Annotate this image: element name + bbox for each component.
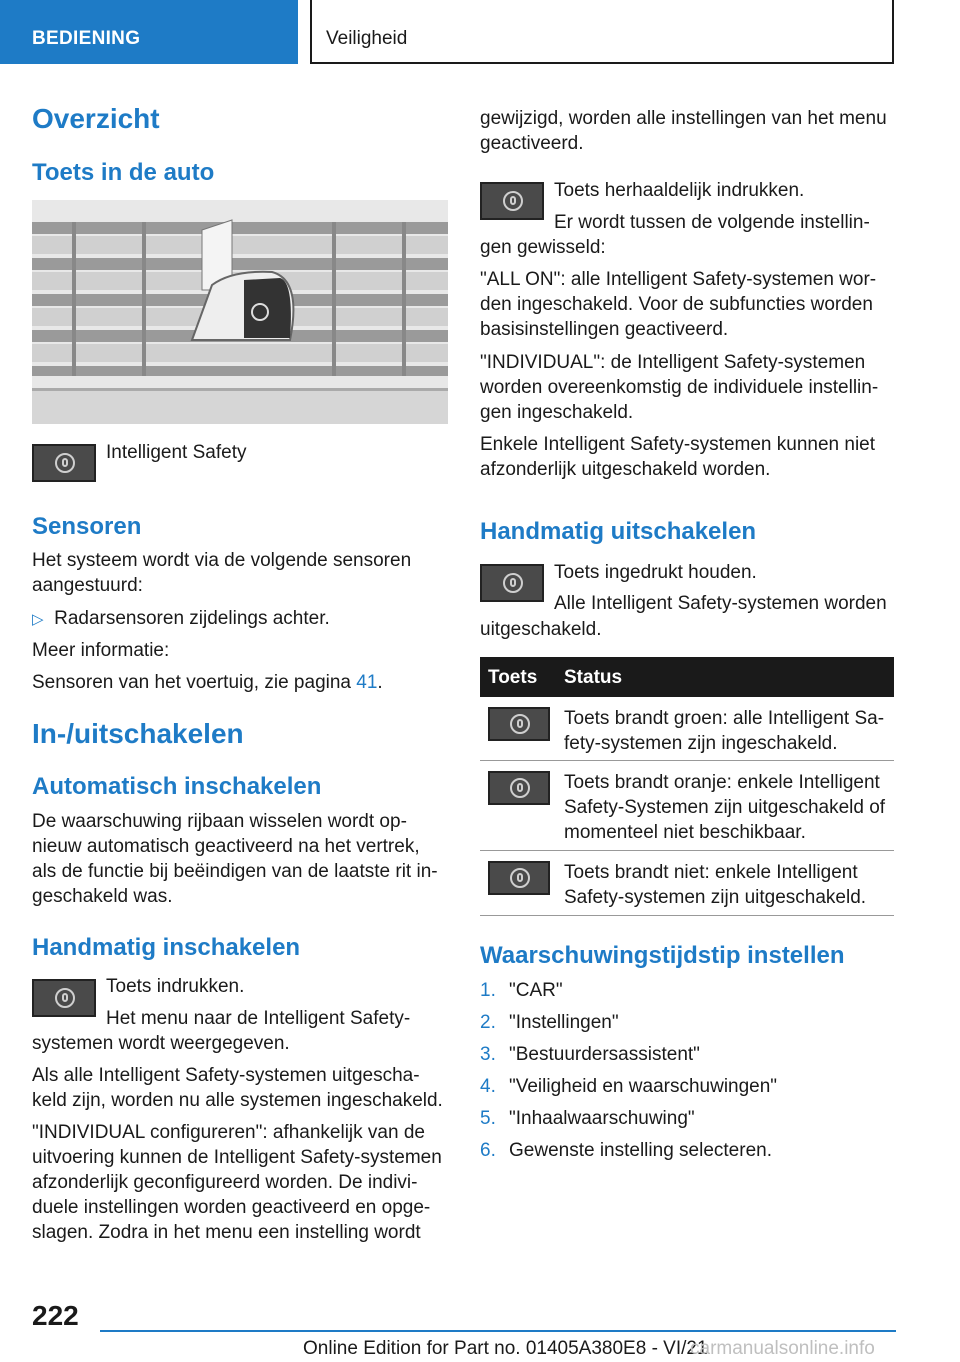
heading-handmatig-in: Handmatig inschakelen (32, 934, 301, 961)
column-header-status: Status (564, 667, 623, 688)
table-row-2-line-1: Toets brandt oranje: enkele Intelligent (564, 772, 880, 793)
hand-line-2: Het menu naar de Intelligent Safety- (106, 1008, 411, 1029)
reference-text: Sensoren van het voertuig, zie pagina (32, 672, 357, 693)
orange-toets-icon (488, 771, 550, 805)
individual-text-3: gen ingeschakeld. (480, 402, 634, 423)
indiv-text-2: uitvoering kunnen de Intelligent Safety-systemen (32, 1147, 442, 1168)
uit-line-3: uitgeschakeld. (480, 619, 602, 640)
individual-text-2: worden overeenkomstig de individuele instellin- (480, 377, 879, 398)
page-title: Overzicht (32, 103, 160, 134)
indiv-text-4: duele instellingen worden geactiveerd en opge- (32, 1197, 431, 1218)
table-row-3-line-1: Toets brandt niet: enkele Intelligent (564, 862, 858, 883)
list-item (480, 1010, 619, 1035)
step-text: "Inhaalwaarschuwing" (509, 1108, 695, 1129)
indiv-text-5: slagen. Zodra in het menu een instelling wordt (32, 1222, 421, 1243)
hand-line-3: systemen wordt weergegeven. (32, 1033, 290, 1054)
heading-handmatig-uit: Handmatig uitschakelen (480, 518, 757, 545)
bullet-item (32, 606, 330, 632)
auto-text-3: als de functie bij beëindigen van de laatste rit in- (32, 861, 438, 882)
table-row-3-line-2: Safety-systemen zijn uitgeschakeld. (564, 887, 867, 908)
bullet-text: Radarsensoren zijdelings achter. (54, 608, 330, 629)
enkele-text-1: Enkele Intelligent Safety-systemen kunnen niet (480, 434, 876, 455)
step-number: 3. (480, 1044, 496, 1065)
auto-text-1: De waarschuwing rijbaan wisselen wordt op- (32, 811, 407, 832)
cont-text-1: gewijzigd, worden alle instellingen van het menu (480, 108, 887, 129)
hand-line-1: Toets indrukken. (106, 976, 245, 997)
heading-waarschuwingstijdstip: Waarschuwingstijdstip instellen (480, 942, 845, 969)
step-number: 5. (480, 1108, 496, 1129)
section-label: BEDIENING (32, 28, 141, 49)
individual-text-1: "INDIVIDUAL": de Intelligent Safety-systemen (480, 352, 866, 373)
table-row-2-line-2: Safety-Systemen zijn uitgeschakeld of (564, 797, 886, 818)
alle-text-1: Als alle Intelligent Safety-systemen uitgescha- (32, 1065, 420, 1086)
section-tab (0, 0, 298, 64)
table-row-1-line-1: Toets brandt groen: alle Intelligent Sa- (564, 708, 885, 729)
table-row-1-line-2: fety-systemen zijn ingeschakeld. (564, 733, 838, 754)
step-text: "CAR" (509, 980, 563, 1001)
allon-text-1: "ALL ON": alle Intelligent Safety-systemen wor- (480, 269, 877, 290)
list-item (480, 1106, 695, 1131)
table-header (480, 657, 894, 697)
safety-button-icon (32, 979, 96, 1017)
meer-informatie: Meer informatie: (32, 640, 170, 661)
step-number: 6. (480, 1140, 496, 1161)
row-divider (480, 915, 894, 916)
step-text: Gewenste instelling selecteren. (509, 1140, 772, 1161)
list-item (480, 1074, 778, 1099)
topic-tab (310, 0, 894, 64)
page-number: 222 (32, 1300, 79, 1331)
step-text: "Veiligheid en waarschuwingen" (509, 1076, 778, 1097)
triangle-bullet-icon: ▷ (32, 611, 44, 628)
heading-automatisch: Automatisch inschakelen (32, 773, 322, 800)
topic-label: Veiligheid (326, 28, 408, 49)
sensoren-text-2: aangestuurd: (32, 575, 143, 596)
subheading-toets: Toets in de auto (32, 159, 215, 186)
indiv-text-3: afzonderlijk geconfigureerd worden. De indivi- (32, 1172, 418, 1193)
heading-in-uitschakelen: In-/uitschakelen (32, 718, 244, 749)
safety-button-icon (480, 182, 544, 220)
list-item (480, 978, 563, 1003)
table-row-2-line-3: momenteel niet beschikbaar. (564, 822, 806, 843)
uit-line-2: Alle Intelligent Safety-systemen worden (554, 593, 887, 614)
sensoren-reference (32, 670, 383, 695)
herh-line-2: Er wordt tussen de volgende instellin- (554, 212, 870, 233)
off-toets-icon (488, 861, 550, 895)
icon-caption: Intelligent Safety (106, 442, 247, 463)
intelligent-safety-button-icon (32, 444, 96, 482)
allon-text-2: den ingeschakeld. Voor de subfuncties worden (480, 294, 873, 315)
row-divider (480, 760, 894, 761)
auto-text-4: geschakeld was. (32, 886, 173, 907)
allon-text-3: basisinstellingen geactiveerd. (480, 319, 729, 340)
indiv-text-1: "INDIVIDUAL configureren": afhankelijk van de (32, 1122, 425, 1143)
step-text: "Instellingen" (509, 1012, 619, 1033)
heading-sensoren: Sensoren (32, 513, 142, 540)
column-header-toets: Toets (488, 667, 538, 688)
auto-text-2: nieuw automatisch geactiveerd na het vertrek, (32, 836, 420, 857)
car-grille-photo (32, 200, 448, 424)
step-number: 1. (480, 980, 496, 1001)
page-link[interactable]: 41 (356, 672, 378, 693)
alle-text-2: keld zijn, worden nu alle systemen ingeschakeld. (32, 1090, 443, 1111)
green-toets-icon (488, 707, 550, 741)
row-divider (480, 850, 894, 851)
watermark: carmanualsonline.info (690, 1338, 875, 1359)
list-item (480, 1138, 772, 1163)
herh-line-3: gen gewisseld: (480, 237, 606, 258)
uit-line-1: Toets ingedrukt houden. (554, 562, 757, 583)
footer-rule (100, 1330, 896, 1332)
reference-end: . (377, 672, 383, 693)
safety-button-icon (480, 564, 544, 602)
edition-text: Online Edition for Part no. 01405A380E8 - VI/21 (303, 1338, 708, 1359)
cont-text-2: geactiveerd. (480, 133, 584, 154)
list-item (480, 1042, 700, 1067)
step-number: 4. (480, 1076, 496, 1097)
herh-line-1: Toets herhaaldelijk indrukken. (554, 180, 805, 201)
enkele-text-2: afzonderlijk uitgeschakeld worden. (480, 459, 771, 480)
step-number: 2. (480, 1012, 496, 1033)
sensoren-text-1: Het systeem wordt via de volgende sensoren (32, 550, 412, 571)
step-text: "Bestuurdersassistent" (509, 1044, 700, 1065)
